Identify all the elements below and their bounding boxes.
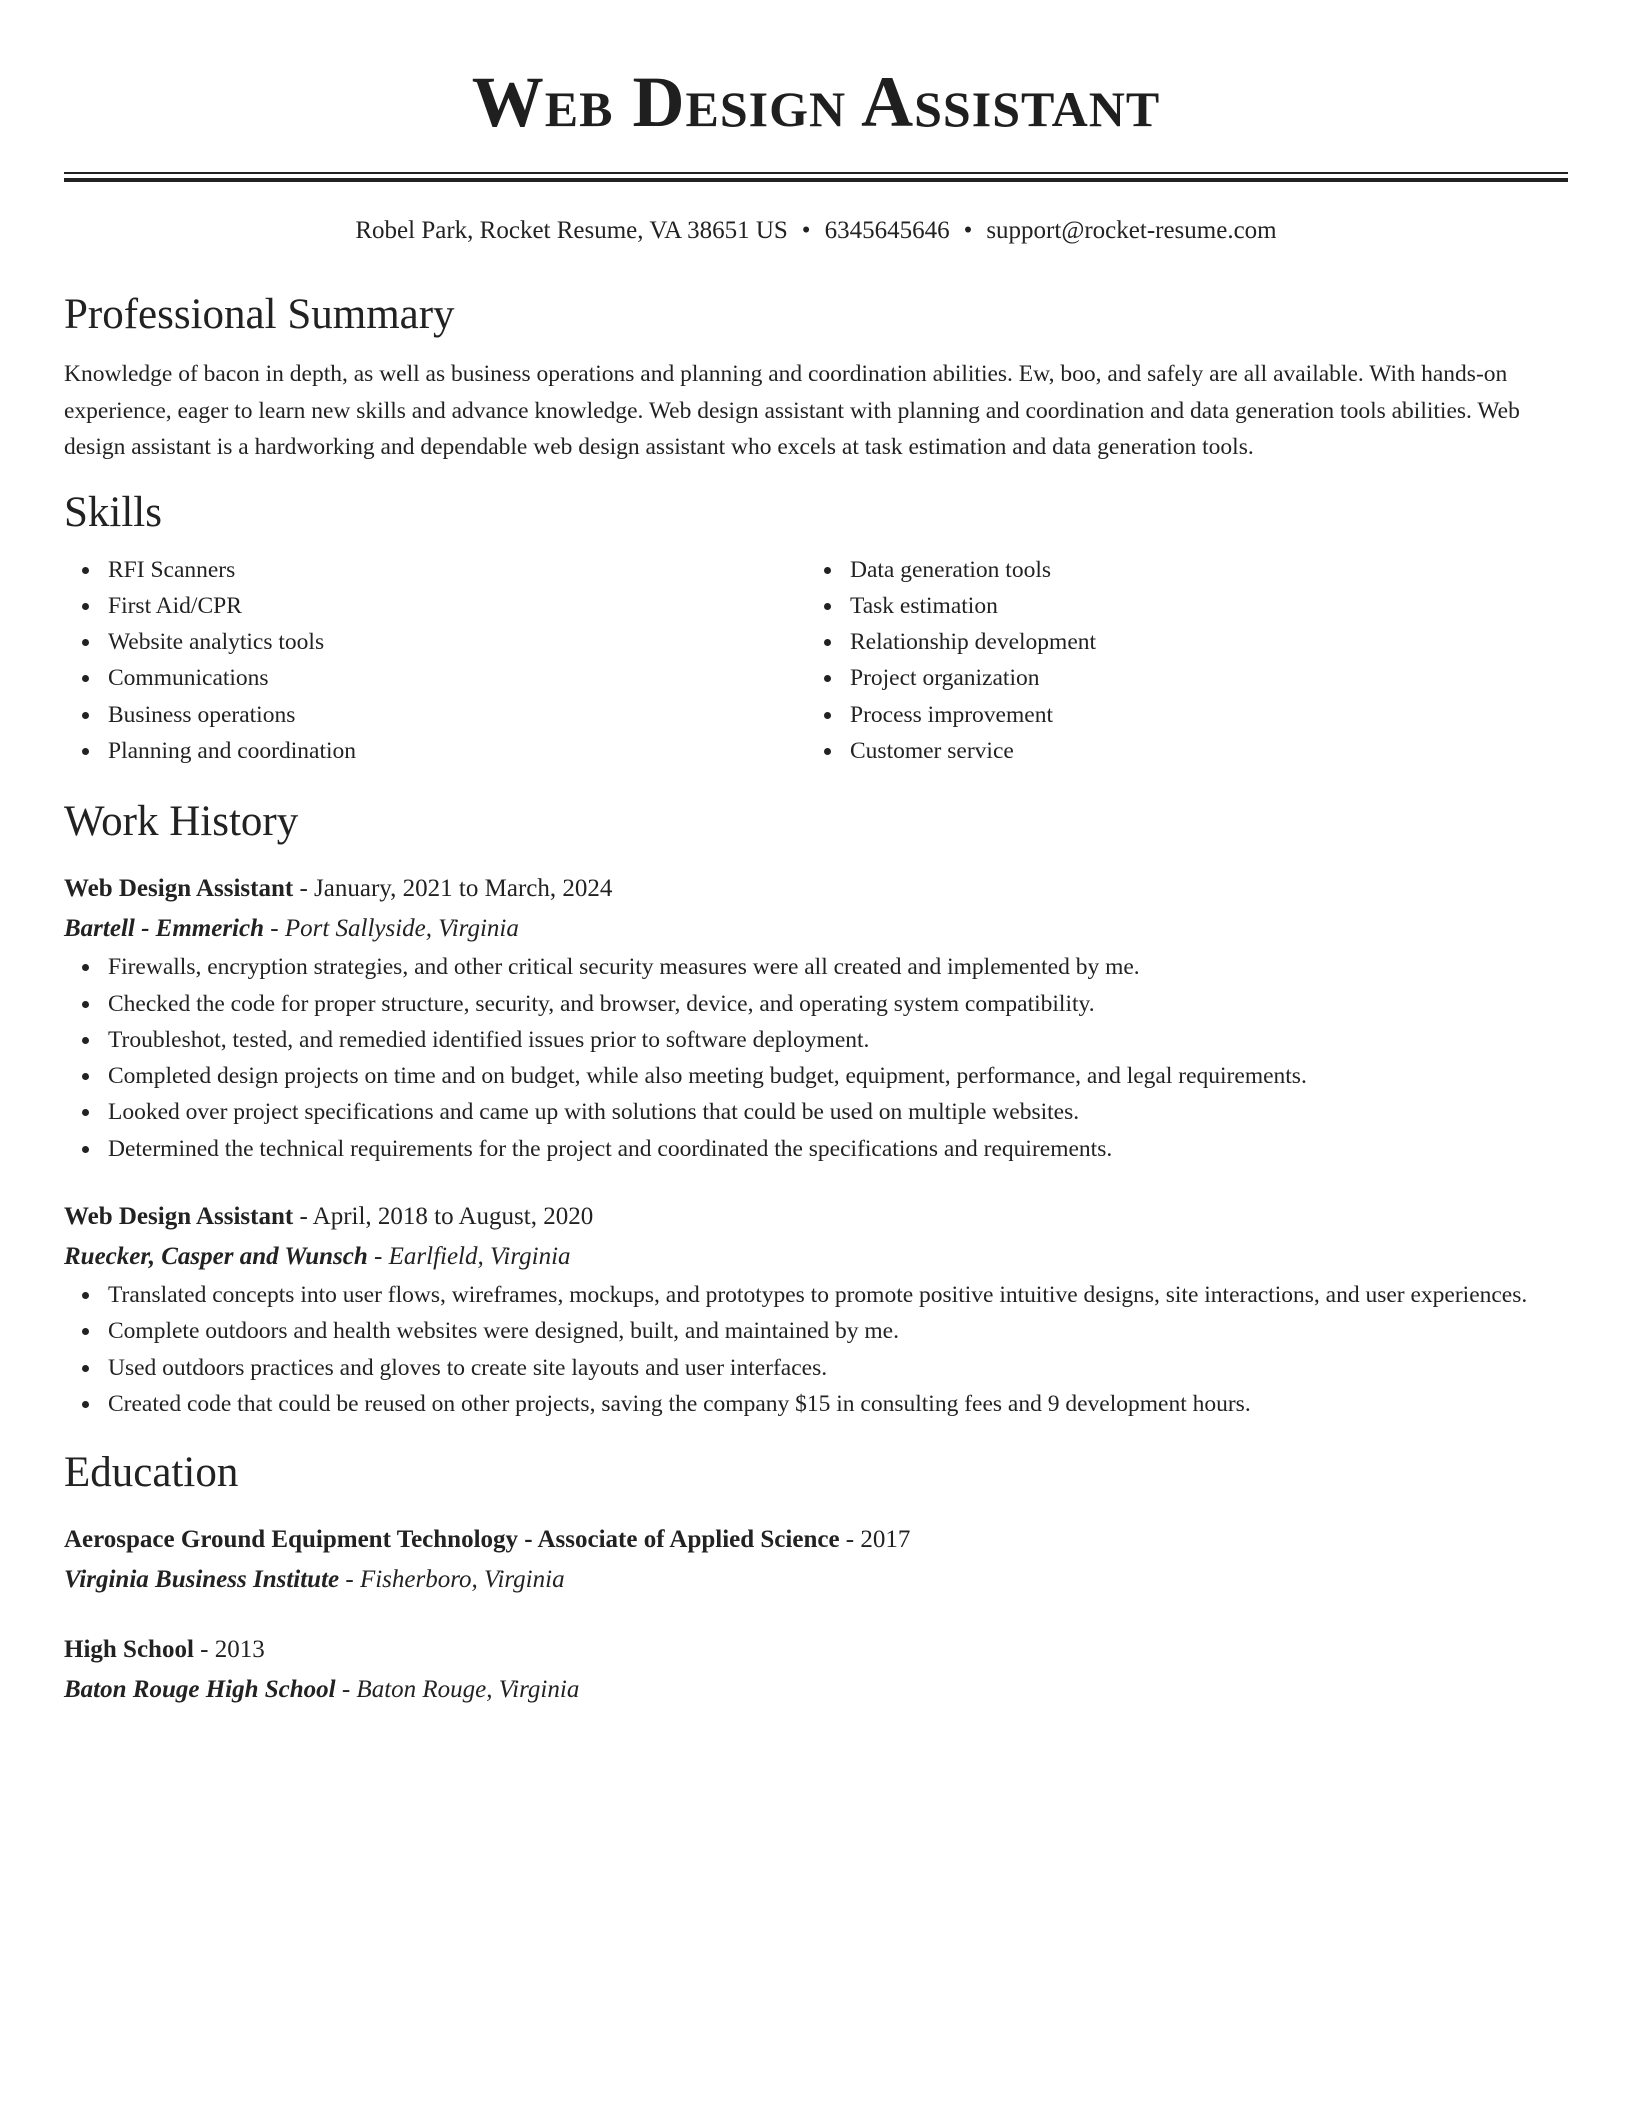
job-title: Web Design Assistant xyxy=(64,1203,294,1231)
job-bullet: Checked the code for proper structure, security, and browser, device, and operating system compatibility. xyxy=(108,986,1568,1022)
work-history-heading: Work History xyxy=(64,798,299,846)
job-bullet: Troubleshot, tested, and remedied identified issues prior to software deployment. xyxy=(108,1022,1568,1058)
education-degree-line xyxy=(64,1520,1568,1560)
job-bullet: Completed design projects on time and on budget, while also meeting budget, equipment, performance, and legal requirements. xyxy=(108,1058,1568,1094)
education-entry xyxy=(64,1630,1568,1710)
contact-phone: 6345645646 xyxy=(824,217,950,244)
job-company: Ruecker, Casper and Wunsch xyxy=(64,1243,368,1271)
job-entry xyxy=(64,869,1568,1167)
job-title-line xyxy=(64,869,1568,909)
education-location: - Fisherboro, Virginia xyxy=(339,1566,565,1594)
summary-heading: Professional Summary xyxy=(64,291,455,338)
job-bullet: Created code that could be reused on other projects, saving the company $15 in consulting fees and 9 development hours. xyxy=(108,1386,1568,1422)
job-company: Bartell - Emmerich xyxy=(64,915,264,943)
skill-item: Communications xyxy=(108,660,806,696)
education-degree-line xyxy=(64,1630,1568,1670)
skill-item: Data generation tools xyxy=(850,552,1548,588)
job-bullet-list xyxy=(64,949,1568,1167)
skill-item: Project organization xyxy=(850,660,1548,696)
education-entry xyxy=(64,1520,1568,1600)
education-school: Baton Rouge High School xyxy=(64,1676,336,1704)
education-year: - 2013 xyxy=(193,1636,265,1664)
job-dates: - January, 2021 to March, 2024 xyxy=(293,875,613,903)
contact-separator: • xyxy=(801,217,811,244)
job-location: - Earlfield, Virginia xyxy=(367,1243,571,1271)
skill-item: Relationship development xyxy=(850,624,1548,660)
job-location: - Port Sallyside, Virginia xyxy=(264,915,519,943)
job-company-line xyxy=(64,1237,1568,1277)
resume-title: Web Design Assistant xyxy=(471,62,1161,142)
job-bullet: Used outdoors practices and gloves to create site layouts and user interfaces. xyxy=(108,1350,1568,1386)
skills-list-left xyxy=(64,552,806,770)
job-bullet: Firewalls, encryption strategies, and other critical security measures were all created and implemented by me. xyxy=(108,949,1568,985)
job-bullet: Complete outdoors and health websites were designed, built, and maintained by me. xyxy=(108,1313,1568,1349)
education-school-line xyxy=(64,1670,1568,1710)
title-double-rule xyxy=(64,172,1568,182)
job-entry xyxy=(64,1197,1568,1422)
education-school: Virginia Business Institute xyxy=(64,1566,340,1594)
contact-address: Robel Park, Rocket Resume, VA 38651 US xyxy=(355,217,788,244)
skills-list-right xyxy=(806,552,1548,770)
skills-grid xyxy=(64,552,1568,770)
skill-item: Task estimation xyxy=(850,588,1548,624)
summary-text: Knowledge of bacon in depth, as well as business operations and planning and coordination abilities. Ew, boo, and safely are all available. With hands-on experience, eager to learn new skills and advance knowledge. Web design assistant with planning and coordination and data generation tools abilities. Web design assistant is a hardworking and dependable web design assistant who excels at task estimation and data generation tools. xyxy=(64,361,1520,460)
skill-item: Website analytics tools xyxy=(108,624,806,660)
contact-separator: • xyxy=(963,217,973,244)
contact-line xyxy=(64,214,1568,248)
skill-item: Planning and coordination xyxy=(108,733,806,769)
job-bullet: Looked over project specifications and came up with solutions that could be used on multiple websites. xyxy=(108,1094,1568,1130)
education-heading: Education xyxy=(64,1449,239,1497)
skill-item: First Aid/CPR xyxy=(108,588,806,624)
contact-email: support@rocket-resume.com xyxy=(986,217,1277,244)
skill-item: RFI Scanners xyxy=(108,552,806,588)
job-dates: - April, 2018 to August, 2020 xyxy=(293,1203,594,1231)
job-company-line xyxy=(64,909,1568,949)
skill-item: Business operations xyxy=(108,697,806,733)
education-location: - Baton Rouge, Virginia xyxy=(335,1676,580,1704)
job-bullet: Translated concepts into user flows, wireframes, mockups, and prototypes to promote positive intuitive designs, site interactions, and user experiences. xyxy=(108,1277,1568,1313)
education-degree: Aerospace Ground Equipment Technology - Associate of Applied Science xyxy=(64,1526,840,1554)
job-bullet-list xyxy=(64,1277,1568,1422)
job-title: Web Design Assistant xyxy=(64,875,294,903)
education-year: - 2017 xyxy=(839,1526,911,1554)
skills-heading: Skills xyxy=(64,488,162,536)
job-bullet: Determined the technical requirements for the project and coordinated the specifications and requirements. xyxy=(108,1131,1568,1167)
education-degree: High School xyxy=(64,1636,194,1664)
job-title-line xyxy=(64,1197,1568,1237)
skill-item: Customer service xyxy=(850,733,1548,769)
education-school-line xyxy=(64,1560,1568,1600)
skill-item: Process improvement xyxy=(850,697,1548,733)
